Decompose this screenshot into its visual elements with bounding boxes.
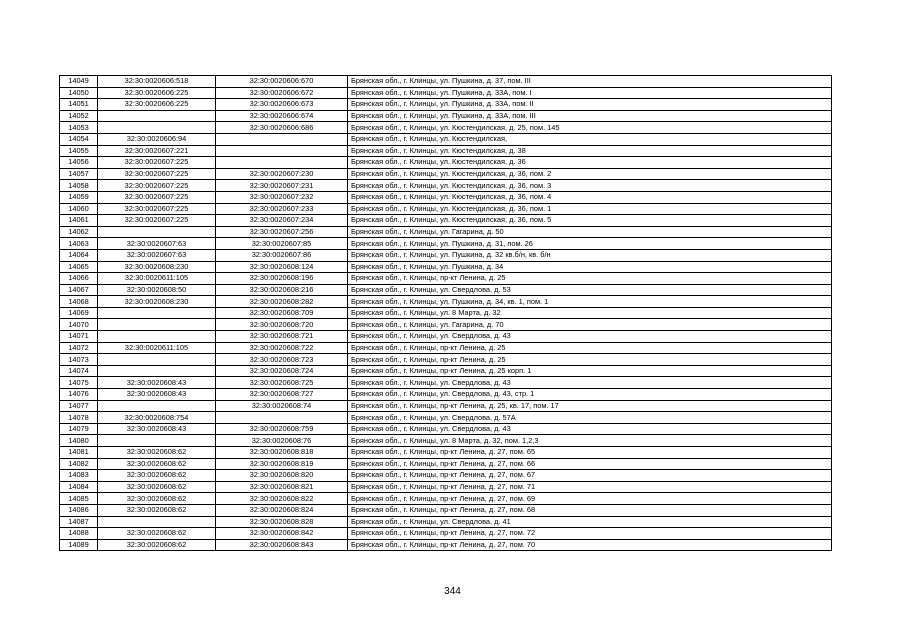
land-plot-cadastral-cell: 32:30:0020611:105 bbox=[98, 342, 216, 354]
object-cadastral-cell: 32:30:0020606:673 bbox=[216, 99, 348, 111]
table-row bbox=[60, 458, 832, 470]
table-row bbox=[60, 481, 832, 493]
address-cell: Брянская обл., г. Клинцы, ул. 8 Марта, д. 32, пом. 1,2,3 bbox=[348, 435, 832, 447]
object-cadastral-cell: 32:30:0020608:828 bbox=[216, 516, 348, 528]
table-row bbox=[60, 145, 832, 157]
object-cadastral-cell bbox=[216, 133, 348, 145]
address-cell: Брянская обл., г. Клинцы, ул. Кюстендилская, д. 25, пом. 145 bbox=[348, 122, 832, 134]
land-plot-cadastral-cell: 32:30:0020607:225 bbox=[98, 191, 216, 203]
land-plot-cadastral-cell bbox=[98, 331, 216, 343]
object-cadastral-cell: 32:30:0020608:720 bbox=[216, 319, 348, 331]
address-cell: Брянская обл., г. Клинцы, пр-кт Ленина, д. 27, пом. 65 bbox=[348, 447, 832, 459]
object-cadastral-cell: 32:30:0020608:721 bbox=[216, 331, 348, 343]
table-row bbox=[60, 157, 832, 169]
land-plot-cadastral-cell: 32:30:0020608:62 bbox=[98, 481, 216, 493]
address-cell: Брянская обл., г. Клинцы, ул. Пушкина, д. 37, пом. III bbox=[348, 76, 832, 88]
table-row bbox=[60, 377, 832, 389]
table-row bbox=[60, 365, 832, 377]
land-plot-cadastral-cell: 32:30:0020608:230 bbox=[98, 261, 216, 273]
row-number-cell: 14059 bbox=[60, 191, 98, 203]
land-plot-cadastral-cell bbox=[98, 354, 216, 366]
land-plot-cadastral-cell: 32:30:0020608:43 bbox=[98, 389, 216, 401]
table-row bbox=[60, 238, 832, 250]
table-row bbox=[60, 493, 832, 505]
table-row bbox=[60, 342, 832, 354]
row-number-cell: 14078 bbox=[60, 412, 98, 424]
address-cell: Брянская обл., г. Клинцы, ул. Свердлова, д. 41 bbox=[348, 516, 832, 528]
table-row bbox=[60, 423, 832, 435]
address-cell: Брянская обл., г. Клинцы, ул. Свердлова, д. 53 bbox=[348, 284, 832, 296]
land-plot-cadastral-cell bbox=[98, 435, 216, 447]
object-cadastral-cell: 32:30:0020608:74 bbox=[216, 400, 348, 412]
object-cadastral-cell: 32:30:0020606:686 bbox=[216, 122, 348, 134]
object-cadastral-cell bbox=[216, 145, 348, 157]
address-cell: Брянская обл., г. Клинцы, пр-кт Ленина, д. 27, пом. 69 bbox=[348, 493, 832, 505]
land-plot-cadastral-cell: 32:30:0020611:105 bbox=[98, 273, 216, 285]
row-number-cell: 14071 bbox=[60, 331, 98, 343]
object-cadastral-cell: 32:30:0020608:196 bbox=[216, 273, 348, 285]
land-plot-cadastral-cell: 32:30:0020608:62 bbox=[98, 539, 216, 551]
row-number-cell: 14087 bbox=[60, 516, 98, 528]
table-row bbox=[60, 447, 832, 459]
table-row bbox=[60, 539, 832, 551]
table-row bbox=[60, 180, 832, 192]
address-cell: Брянская обл., г. Клинцы, ул. Кюстендилская, д. 36, пом. 4 bbox=[348, 191, 832, 203]
table-row bbox=[60, 133, 832, 145]
address-cell: Брянская обл., г. Клинцы, пр-кт Ленина, д. 27, пом. 68 bbox=[348, 504, 832, 516]
object-cadastral-cell: 32:30:0020608:759 bbox=[216, 423, 348, 435]
land-plot-cadastral-cell: 32:30:0020607:225 bbox=[98, 157, 216, 169]
address-cell: Брянская обл., г. Клинцы, ул. Пушкина, д. 31, пом. 26 bbox=[348, 238, 832, 250]
object-cadastral-cell: 32:30:0020606:670 bbox=[216, 76, 348, 88]
land-plot-cadastral-cell bbox=[98, 307, 216, 319]
address-cell: Брянская обл., г. Клинцы, ул. Кюстендилская, д. 36, пом. 2 bbox=[348, 168, 832, 180]
object-cadastral-cell: 32:30:0020608:124 bbox=[216, 261, 348, 273]
object-cadastral-cell: 32:30:0020608:842 bbox=[216, 528, 348, 540]
object-cadastral-cell: 32:30:0020608:727 bbox=[216, 389, 348, 401]
land-plot-cadastral-cell bbox=[98, 319, 216, 331]
row-number-cell: 14084 bbox=[60, 481, 98, 493]
table-row bbox=[60, 516, 832, 528]
object-cadastral-cell: 32:30:0020606:674 bbox=[216, 110, 348, 122]
row-number-cell: 14089 bbox=[60, 539, 98, 551]
land-plot-cadastral-cell: 32:30:0020608:230 bbox=[98, 296, 216, 308]
row-number-cell: 14064 bbox=[60, 249, 98, 261]
table-row bbox=[60, 412, 832, 424]
page-number: 344 bbox=[444, 586, 461, 597]
address-cell: Брянская обл., г. Клинцы, ул. Пушкина, д. 34, кв. 1, пом. 1 bbox=[348, 296, 832, 308]
table-row bbox=[60, 203, 832, 215]
object-cadastral-cell bbox=[216, 157, 348, 169]
object-cadastral-cell: 32:30:0020608:722 bbox=[216, 342, 348, 354]
address-cell: Брянская обл., г. Клинцы, ул. Кюстендилская, д. 36, пом. 5 bbox=[348, 215, 832, 227]
address-cell: Брянская обл., г. Клинцы, ул. Пушкина, д. 34 bbox=[348, 261, 832, 273]
address-cell: Брянская обл., г. Клинцы, пр-кт Ленина, д. 25 bbox=[348, 354, 832, 366]
table-row bbox=[60, 110, 832, 122]
object-cadastral-cell: 32:30:0020607:231 bbox=[216, 180, 348, 192]
address-cell: Брянская обл., г. Клинцы, ул. Свердлова, д. 43 bbox=[348, 331, 832, 343]
row-number-cell: 14069 bbox=[60, 307, 98, 319]
object-cadastral-cell: 32:30:0020608:843 bbox=[216, 539, 348, 551]
row-number-cell: 14079 bbox=[60, 423, 98, 435]
land-plot-cadastral-cell: 32:30:0020607:225 bbox=[98, 203, 216, 215]
land-plot-cadastral-cell: 32:30:0020608:50 bbox=[98, 284, 216, 296]
row-number-cell: 14061 bbox=[60, 215, 98, 227]
object-cadastral-cell: 32:30:0020608:216 bbox=[216, 284, 348, 296]
object-cadastral-cell: 32:30:0020608:709 bbox=[216, 307, 348, 319]
address-cell: Брянская обл., г. Клинцы, пр-кт Ленина, д. 27, пом. 70 bbox=[348, 539, 832, 551]
address-cell: Брянская обл., г. Клинцы, пр-кт Ленина, д. 25 bbox=[348, 342, 832, 354]
table-row bbox=[60, 76, 832, 88]
address-cell: Брянская обл., г. Клинцы, пр-кт Ленина, д. 27, пом. 71 bbox=[348, 481, 832, 493]
row-number-cell: 14080 bbox=[60, 435, 98, 447]
address-cell: Брянская обл., г. Клинцы, пр-кт Ленина, д. 27, пом. 67 bbox=[348, 470, 832, 482]
table-row bbox=[60, 226, 832, 238]
land-plot-cadastral-cell: 32:30:0020606:225 bbox=[98, 87, 216, 99]
row-number-cell: 14073 bbox=[60, 354, 98, 366]
table-row bbox=[60, 400, 832, 412]
table-row bbox=[60, 191, 832, 203]
row-number-cell: 14054 bbox=[60, 133, 98, 145]
land-plot-cadastral-cell: 32:30:0020607:225 bbox=[98, 168, 216, 180]
object-cadastral-cell: 32:30:0020608:282 bbox=[216, 296, 348, 308]
land-plot-cadastral-cell: 32:30:0020608:62 bbox=[98, 504, 216, 516]
address-cell: Брянская обл., г. Клинцы, ул. Кюстендилская, д. 36, пом. 1 bbox=[348, 203, 832, 215]
row-number-cell: 14052 bbox=[60, 110, 98, 122]
land-plot-cadastral-cell: 32:30:0020606:518 bbox=[98, 76, 216, 88]
row-number-cell: 14065 bbox=[60, 261, 98, 273]
address-cell: Брянская обл., г. Клинцы, пр-кт Ленина, д. 27, пом. 72 bbox=[348, 528, 832, 540]
row-number-cell: 14072 bbox=[60, 342, 98, 354]
row-number-cell: 14066 bbox=[60, 273, 98, 285]
land-plot-cadastral-cell bbox=[98, 400, 216, 412]
row-number-cell: 14075 bbox=[60, 377, 98, 389]
row-number-cell: 14068 bbox=[60, 296, 98, 308]
land-plot-cadastral-cell: 32:30:0020608:43 bbox=[98, 377, 216, 389]
row-number-cell: 14085 bbox=[60, 493, 98, 505]
address-cell: Брянская обл., г. Клинцы, ул. Пушкина, д. 33А, пом. II bbox=[348, 99, 832, 111]
table-row bbox=[60, 87, 832, 99]
row-number-cell: 14067 bbox=[60, 284, 98, 296]
table-row bbox=[60, 284, 832, 296]
row-number-cell: 14083 bbox=[60, 470, 98, 482]
address-cell: Брянская обл., г. Клинцы, ул. Гагарина, д. 70 bbox=[348, 319, 832, 331]
table-row bbox=[60, 389, 832, 401]
land-plot-cadastral-cell: 32:30:0020608:62 bbox=[98, 458, 216, 470]
row-number-cell: 14056 bbox=[60, 157, 98, 169]
address-cell: Брянская обл., г. Клинцы, пр-кт Ленина, д. 25 корп. 1 bbox=[348, 365, 832, 377]
object-cadastral-cell: 32:30:0020608:822 bbox=[216, 493, 348, 505]
land-plot-cadastral-cell: 32:30:0020607:221 bbox=[98, 145, 216, 157]
registry-table-body bbox=[60, 76, 832, 551]
row-number-cell: 14088 bbox=[60, 528, 98, 540]
land-plot-cadastral-cell: 32:30:0020608:43 bbox=[98, 423, 216, 435]
object-cadastral-cell: 32:30:0020607:256 bbox=[216, 226, 348, 238]
land-plot-cadastral-cell bbox=[98, 365, 216, 377]
land-plot-cadastral-cell: 32:30:0020608:62 bbox=[98, 493, 216, 505]
address-cell: Брянская обл., г. Клинцы, ул. Кюстендилская, д. 36, пом. 3 bbox=[348, 180, 832, 192]
object-cadastral-cell: 32:30:0020608:818 bbox=[216, 447, 348, 459]
row-number-cell: 14050 bbox=[60, 87, 98, 99]
address-cell: Брянская обл., г. Клинцы, ул. Пушкина, д. 33А, пом. I bbox=[348, 87, 832, 99]
object-cadastral-cell: 32:30:0020607:230 bbox=[216, 168, 348, 180]
address-cell: Брянская обл., г. Клинцы, ул. Свердлова, д. 57А bbox=[348, 412, 832, 424]
table-row bbox=[60, 528, 832, 540]
land-plot-cadastral-cell: 32:30:0020607:225 bbox=[98, 180, 216, 192]
address-cell: Брянская обл., г. Клинцы, ул. Свердлова, д. 43 bbox=[348, 377, 832, 389]
object-cadastral-cell: 32:30:0020607:233 bbox=[216, 203, 348, 215]
row-number-cell: 14082 bbox=[60, 458, 98, 470]
row-number-cell: 14057 bbox=[60, 168, 98, 180]
table-row bbox=[60, 470, 832, 482]
row-number-cell: 14063 bbox=[60, 238, 98, 250]
row-number-cell: 14077 bbox=[60, 400, 98, 412]
land-plot-cadastral-cell: 32:30:0020608:62 bbox=[98, 447, 216, 459]
row-number-cell: 14053 bbox=[60, 122, 98, 134]
row-number-cell: 14060 bbox=[60, 203, 98, 215]
table-row bbox=[60, 249, 832, 261]
object-cadastral-cell: 32:30:0020606:672 bbox=[216, 87, 348, 99]
row-number-cell: 14081 bbox=[60, 447, 98, 459]
object-cadastral-cell: 32:30:0020608:76 bbox=[216, 435, 348, 447]
address-cell: Брянская обл., г. Клинцы, пр-кт Ленина, д. 27, пом. 66 bbox=[348, 458, 832, 470]
object-cadastral-cell: 32:30:0020607:85 bbox=[216, 238, 348, 250]
object-cadastral-cell: 32:30:0020607:232 bbox=[216, 191, 348, 203]
table-row bbox=[60, 261, 832, 273]
object-cadastral-cell bbox=[216, 412, 348, 424]
table-row bbox=[60, 307, 832, 319]
land-plot-cadastral-cell: 32:30:0020606:225 bbox=[98, 99, 216, 111]
land-plot-cadastral-cell: 32:30:0020607:63 bbox=[98, 238, 216, 250]
object-cadastral-cell: 32:30:0020607:86 bbox=[216, 249, 348, 261]
object-cadastral-cell: 32:30:0020608:723 bbox=[216, 354, 348, 366]
table-row bbox=[60, 122, 832, 134]
address-cell: Брянская обл., г. Клинцы, ул. Пушкина, д. 33А, пом. III bbox=[348, 110, 832, 122]
address-cell: Брянская обл., г. Клинцы, пр-кт Ленина, д. 25 bbox=[348, 273, 832, 285]
land-plot-cadastral-cell bbox=[98, 516, 216, 528]
table-row bbox=[60, 273, 832, 285]
registry-table bbox=[59, 75, 832, 551]
row-number-cell: 14058 bbox=[60, 180, 98, 192]
land-plot-cadastral-cell bbox=[98, 110, 216, 122]
address-cell: Брянская обл., г. Клинцы, ул. Пушкина, д. 32 кв.б/н, кв. б/н bbox=[348, 249, 832, 261]
table-row bbox=[60, 215, 832, 227]
row-number-cell: 14062 bbox=[60, 226, 98, 238]
object-cadastral-cell: 32:30:0020608:824 bbox=[216, 504, 348, 516]
land-plot-cadastral-cell: 32:30:0020608:62 bbox=[98, 470, 216, 482]
row-number-cell: 14051 bbox=[60, 99, 98, 111]
object-cadastral-cell: 32:30:0020608:820 bbox=[216, 470, 348, 482]
land-plot-cadastral-cell: 32:30:0020607:225 bbox=[98, 215, 216, 227]
address-cell: Брянская обл., г. Клинцы, ул. 8 Марта, д. 32 bbox=[348, 307, 832, 319]
row-number-cell: 14049 bbox=[60, 76, 98, 88]
land-plot-cadastral-cell bbox=[98, 122, 216, 134]
address-cell: Брянская обл., г. Клинцы, пр-кт Ленина, д. 25, кв. 17, пом. 17 bbox=[348, 400, 832, 412]
row-number-cell: 14086 bbox=[60, 504, 98, 516]
object-cadastral-cell: 32:30:0020607:234 bbox=[216, 215, 348, 227]
land-plot-cadastral-cell: 32:30:0020608:754 bbox=[98, 412, 216, 424]
row-number-cell: 14076 bbox=[60, 389, 98, 401]
address-cell: Брянская обл., г. Клинцы, ул. Кюстендилская, bbox=[348, 133, 832, 145]
object-cadastral-cell: 32:30:0020608:821 bbox=[216, 481, 348, 493]
address-cell: Брянская обл., г. Клинцы, ул. Гагарина, д. 50 bbox=[348, 226, 832, 238]
table-row bbox=[60, 435, 832, 447]
table-row bbox=[60, 504, 832, 516]
address-cell: Брянская обл., г. Клинцы, ул. Свердлова, д. 43 bbox=[348, 423, 832, 435]
row-number-cell: 14055 bbox=[60, 145, 98, 157]
land-plot-cadastral-cell: 32:30:0020607:63 bbox=[98, 249, 216, 261]
table-row bbox=[60, 331, 832, 343]
row-number-cell: 14074 bbox=[60, 365, 98, 377]
address-cell: Брянская обл., г. Клинцы, ул. Свердлова, д. 43, стр. 1 bbox=[348, 389, 832, 401]
address-cell: Брянская обл., г. Клинцы, ул. Кюстендилская, д. 36 bbox=[348, 157, 832, 169]
table-row bbox=[60, 296, 832, 308]
address-cell: Брянская обл., г. Клинцы, ул. Кюстендилская, д. 38 bbox=[348, 145, 832, 157]
object-cadastral-cell: 32:30:0020608:724 bbox=[216, 365, 348, 377]
land-plot-cadastral-cell: 32:30:0020606:94 bbox=[98, 133, 216, 145]
table-row bbox=[60, 168, 832, 180]
object-cadastral-cell: 32:30:0020608:819 bbox=[216, 458, 348, 470]
land-plot-cadastral-cell: 32:30:0020608:62 bbox=[98, 528, 216, 540]
row-number-cell: 14070 bbox=[60, 319, 98, 331]
table-row bbox=[60, 354, 832, 366]
table-row bbox=[60, 99, 832, 111]
object-cadastral-cell: 32:30:0020608:725 bbox=[216, 377, 348, 389]
table-row bbox=[60, 319, 832, 331]
land-plot-cadastral-cell bbox=[98, 226, 216, 238]
